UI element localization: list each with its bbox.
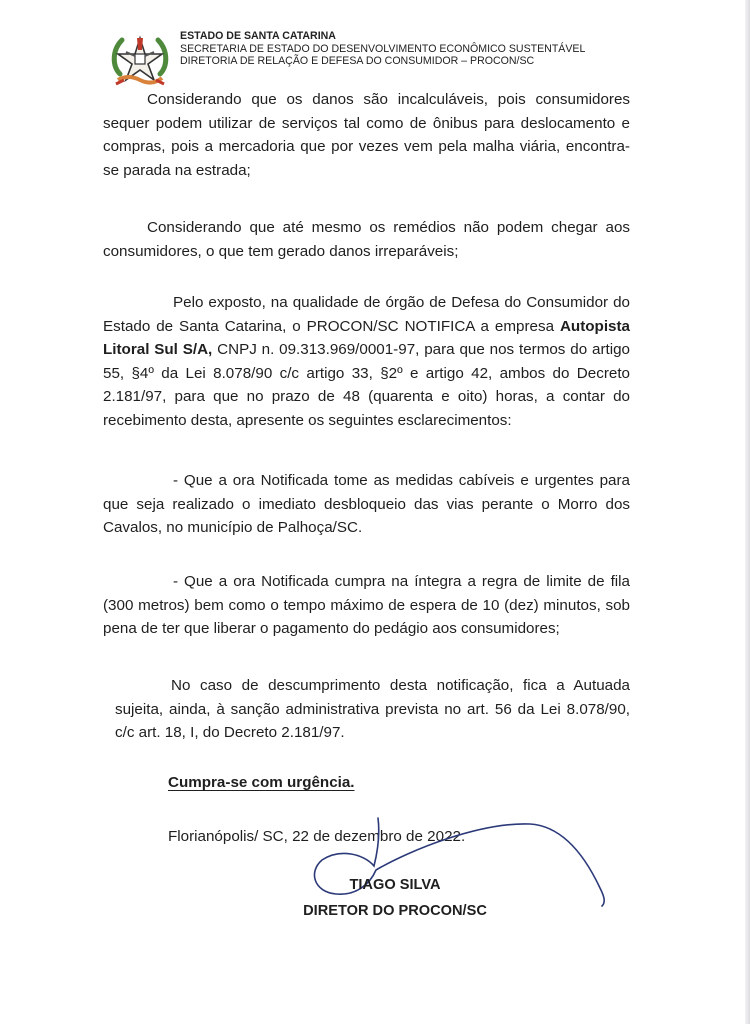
notification-text-end: CNPJ n. 09.313.969/0001-97, para que nos termos do artigo 55, §4º da Lei 8.078/90 c/c artigo 33, §2º e artigo 42, ambos do Decreto 2.181/97, para que no prazo de 48 (quarenta e oito) horas, a contar do recebimento desta, apresente os seguintes esclarecimentos:	[103, 341, 630, 429]
item-unblock-roads	[103, 469, 630, 540]
paragraph-sanction-text: No caso de descumprimento desta notificação, fica a Autuada sujeita, ainda, à sanção administrativa prevista no art. 56 da Lei 8.078/90, c/c art. 18, I, do Decreto 2.181/97.	[115, 677, 630, 742]
paragraph-notification	[103, 291, 630, 433]
paragraph-sanction	[115, 674, 630, 745]
company-name: Autopista Litoral Sul S/A,	[103, 317, 630, 359]
letterhead	[108, 26, 628, 88]
header-state: ESTADO DE SANTA CATARINA	[180, 30, 336, 42]
item-unblock-roads-text: - Que a ora Notificada tome as medidas cabíveis e urgentes para que seja realizado o imediato desbloqueio das vias perante o Morro dos Cavalos, no município de Palhoça/SC.	[103, 472, 630, 537]
place-and-date: Florianópolis/ SC, 22 de dezembro de 2022.	[168, 828, 466, 845]
page-edge	[745, 0, 750, 1024]
header-secretariat: SECRETARIA DE ESTADO DO DESENVOLVIMENTO ECONÔMICO SUSTENTÁVEL	[180, 42, 586, 55]
item-queue-limit	[103, 570, 630, 641]
header-directorate: DIRETORIA DE RELAÇÃO E DEFESA DO CONSUMIDOR – PROCON/SC	[180, 55, 535, 68]
paragraph-medicines	[103, 216, 630, 263]
paragraph-damages-text: Considerando que os danos são incalculáveis, pois consumidores sequer podem utilizar de serviços tal como de ônibus para deslocamento e compras, pois a mercadoria que por vezes vem pela malha viária, encontra-se parada na estrada;	[103, 91, 630, 179]
state-crest-icon	[108, 30, 172, 88]
signer-name: TIAGO SILVA	[349, 877, 441, 893]
urgency-line: Cumpra-se com urgência.	[168, 774, 355, 791]
notification-text-start: Pelo exposto, na qualidade de órgão de Defesa do Consumidor do Estado de Santa Catarina, o PROCON/SC NOTIFICA a empresa	[103, 294, 630, 335]
item-queue-limit-text: - Que a ora Notificada cumpra na íntegra a regra de limite de fila (300 metros) bem como o tempo máximo de espera de 10 (dez) minutos, sob pena de ter que liberar o pagamento do pedágio aos consumidores;	[103, 573, 630, 638]
paragraph-damages	[103, 88, 630, 182]
paragraph-medicines-text: Considerando que até mesmo os remédios não podem chegar aos consumidores, o que tem gerado danos irreparáveis;	[103, 219, 630, 260]
signer-title: DIRETOR DO PROCON/SC	[303, 903, 487, 919]
